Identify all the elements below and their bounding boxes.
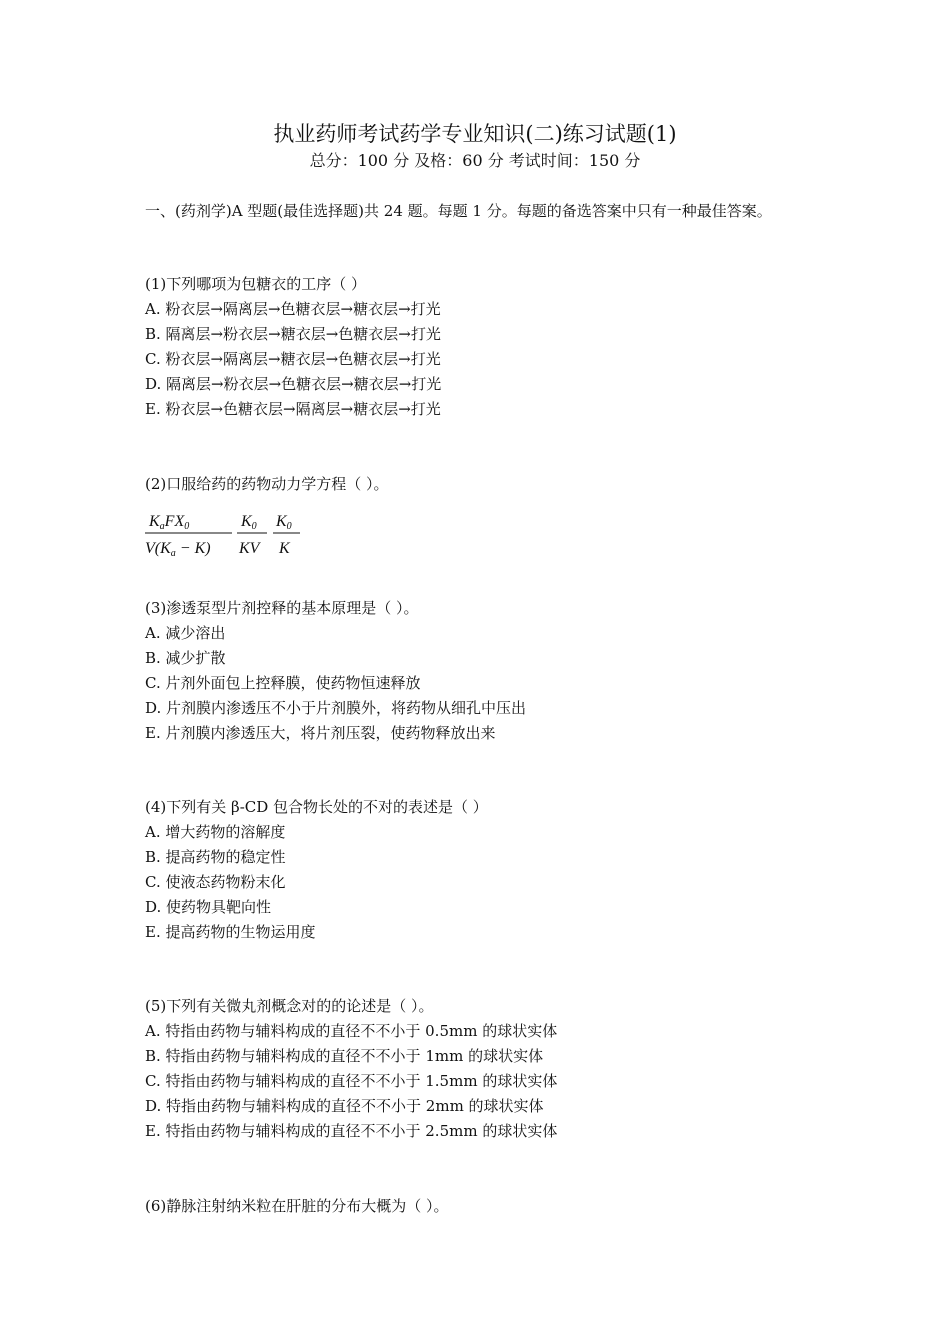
option-e: E. 片剂膜内渗透压大，将片剂压裂，使药物释放出来 [145, 724, 496, 742]
option-e: E. 特指由药物与辅料构成的直径不不小于 2.5mm 的球状实体 [145, 1122, 558, 1140]
svg-text:K: K [279, 540, 290, 557]
svg-text:V(Ka − K): V(Ka − K) [145, 540, 211, 559]
option-c: C. 粉衣层→隔离层→糖衣层→色糖衣层→打光 [145, 350, 441, 368]
option-c: C. 片剂外面包上控释膜，使药物恒速释放 [145, 674, 421, 692]
option-a: A. 减少溶出 [145, 624, 226, 642]
formula-option-1 [145, 513, 232, 559]
option-d: D. 使药物具靶向性 [145, 898, 272, 916]
question-stem: (1)下列哪项为包糖衣的工序（ ） [145, 275, 367, 293]
option-d: D. 片剂膜内渗透压不小于片剂膜外，将药物从细孔中压出 [145, 699, 527, 717]
option-a: A. 特指由药物与辅料构成的直径不不小于 0.5mm 的球状实体 [145, 1022, 558, 1040]
question-6 [145, 1194, 825, 1219]
option-b: B. 减少扩散 [145, 649, 226, 667]
formula-option-3 [273, 513, 300, 557]
option-d: D. 隔离层→粉衣层→色糖衣层→糖衣层→打光 [145, 375, 442, 393]
option-d: D. 特指由药物与辅料构成的直径不不小于 2mm 的球状实体 [145, 1097, 544, 1115]
svg-text:K0: K0 [241, 513, 257, 532]
option-b: B. 特指由药物与辅料构成的直径不不小于 1mm 的球状实体 [145, 1047, 544, 1065]
question-stem: (5)下列有关微丸剂概念对的的论述是（ ）。 [145, 997, 434, 1015]
option-e: E. 提高药物的生物运用度 [145, 923, 316, 941]
formula-option-2 [237, 513, 267, 557]
question-1 [145, 272, 825, 422]
kinetics-formula [145, 508, 315, 568]
question-stem: (6)静脉注射纳米粒在肝脏的分布大概为（ ）。 [145, 1197, 449, 1215]
option-a: A. 增大药物的溶解度 [145, 823, 286, 841]
svg-text:K0: K0 [276, 513, 292, 532]
section-intro: 一、(药剂学)A 型题(最佳选择题)共 24 题。每题 1 分。每题的备选答案中只有一种最佳答案。 [145, 202, 772, 220]
svg-text:KV: KV [239, 540, 260, 557]
page-title: 执业药师考试药学专业知识(二)练习试题(1) [273, 122, 677, 146]
question-3 [145, 596, 825, 746]
question-5 [145, 994, 825, 1144]
question-stem: (3)渗透泵型片剂控释的基本原理是（ ）。 [145, 599, 419, 617]
option-c: C. 使液态药物粉末化 [145, 873, 286, 891]
option-a: A. 粉衣层→隔离层→色糖衣层→糖衣层→打光 [145, 300, 441, 318]
exam-info: 总分：100 分 及格：60 分 考试时间：150 分 [309, 151, 641, 170]
option-c: C. 特指由药物与辅料构成的直径不不小于 1.5mm 的球状实体 [145, 1072, 558, 1090]
option-e: E. 粉衣层→色糖衣层→隔离层→糖衣层→打光 [145, 400, 441, 418]
question-2 [145, 472, 825, 497]
question-4 [145, 795, 825, 945]
option-b: B. 提高药物的稳定性 [145, 848, 286, 866]
question-stem: (2)口服给药的药物动力学方程（ ）。 [145, 475, 389, 493]
svg-text:KaFX0: KaFX0 [149, 513, 190, 532]
question-stem: (4)下列有关 β-CD 包合物长处的不对的表述是（ ） [145, 798, 488, 816]
option-b: B. 隔离层→粉衣层→糖衣层→色糖衣层→打光 [145, 325, 441, 343]
